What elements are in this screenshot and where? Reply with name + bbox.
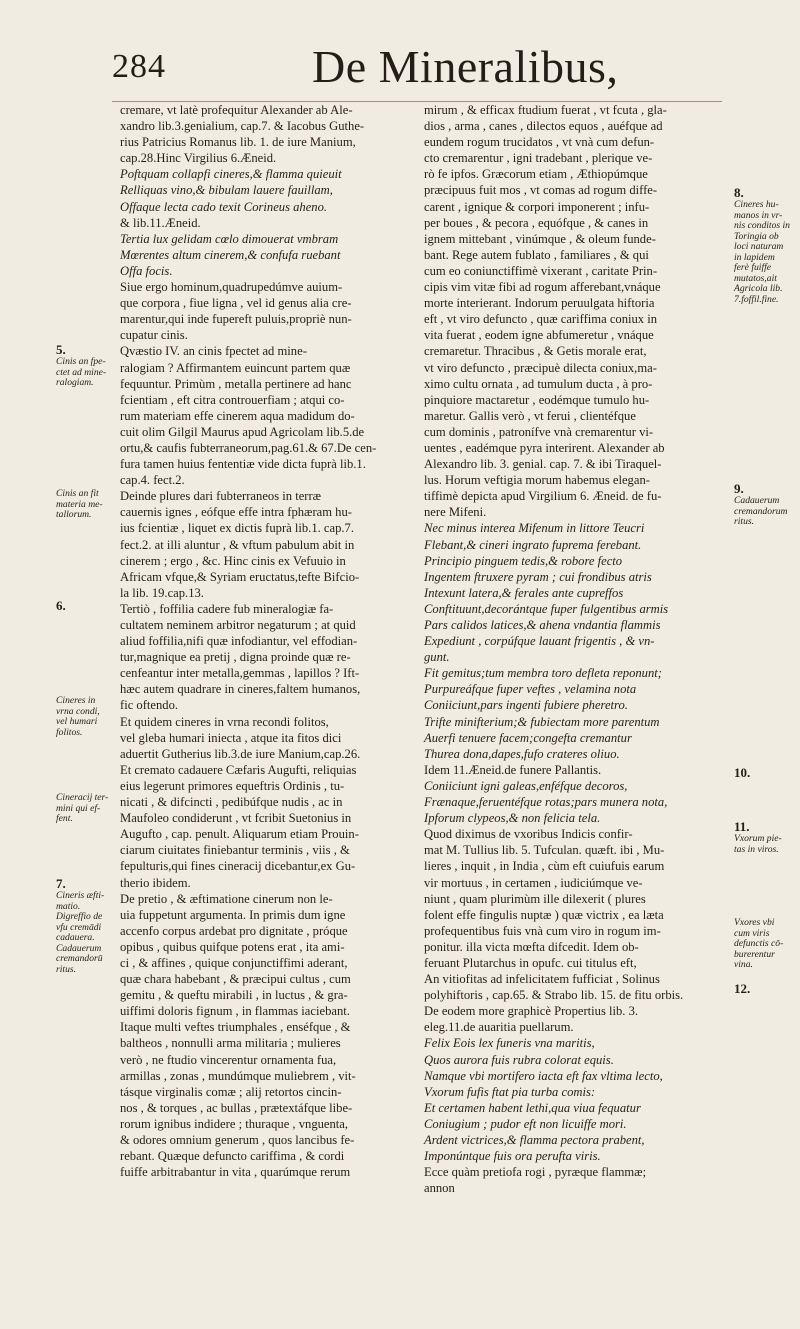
text-line: Offaque lecta cado texit Corineus aheno. [120, 199, 328, 214]
margin-line: vrna condi, [56, 705, 100, 717]
text-line: vel gleba humari iniecta , atque ita fitos dici [120, 730, 342, 745]
text-line: Purpureáfque fuper veftes , velamina nota [424, 682, 637, 697]
margin-line: fent. [56, 813, 73, 824]
text-line: lus. Horum veftigia morum habemus elegan- [424, 473, 650, 488]
text-line: xandro lib.3.genialium, cap.7. & Iacobus Guthe- [120, 119, 365, 134]
text-line: rebant. Quæque defuncto cariffima , & cordi [120, 1149, 345, 1164]
text-line: An vitiofitas ad infelicitatem fufficiat , Solinus [424, 972, 660, 987]
section-number: 7. [56, 876, 66, 891]
margin-line: vel humari [56, 716, 98, 727]
margin-note [734, 820, 782, 855]
margin-line: in lapidem [734, 251, 775, 263]
text-line: Qvæstio IV. an cinis fpectet ad mine- [120, 344, 307, 359]
margin-note [734, 918, 783, 971]
text-line: dios , arma , canes , dilectos equos , auéfque ad [424, 119, 663, 134]
margin-line: tallorum. [56, 509, 92, 520]
margin-line: Cinis an fit [56, 488, 99, 499]
text-line: Mœrentes altum cinerem,& confufa ruebant [120, 247, 341, 262]
text-line: gunt. [424, 650, 450, 665]
text-line: cultatem neminem arbitror negaturum ; at quid [120, 618, 356, 632]
text-line: Ingentem ftruxere pyram ; cui frondibus atris [424, 569, 652, 584]
text-line: cupatur cinis. [120, 328, 188, 343]
text-line: Felix Eois lex funeris vna maritis, [424, 1036, 595, 1051]
margin-line: mutatos,ait [734, 272, 777, 284]
text-line: nos , & torques , ac bullas , prætextáfque libe- [120, 1100, 353, 1115]
text-line: nere Mifeni. [424, 505, 487, 520]
text-line: eleg.11.de auaritia puellarum. [424, 1020, 574, 1035]
text-line: pinquiore mactaretur , eodémque tumulo hu- [424, 392, 650, 407]
margin-line: vina. [734, 959, 753, 970]
text-line: eundem rogum trucidatos , vt vnà cum defun- [424, 135, 655, 150]
text-line: Tertia lux gelidam cœlo dimouerat vmbram [120, 231, 339, 246]
margin-line: ritus. [56, 963, 76, 975]
text-line: cinerem ; ergo , &c. Hinc cinis ex Vefuuio in [120, 553, 346, 568]
text-line: fura tamen huius fententiæ vide dicta fuprà lib.1. [120, 457, 366, 472]
margin-line: ferè fuiffe [734, 262, 772, 273]
text-line: fect.2. at illi aluntur , & vftum pabulum abit in [120, 537, 355, 552]
margin-note [56, 343, 106, 389]
right-column [424, 102, 722, 1196]
text-line: Auerfi tenuere facem;congefta cremantur [424, 730, 632, 745]
margin-line: cum viris [734, 927, 770, 939]
text-line: cenfeantur inter metalla,gemmas , lapillos ? Ift- [120, 666, 360, 681]
text-line: cum eo coniunctiffimè vixerant , caritate Prin- [424, 263, 658, 278]
section-number: 12. [734, 981, 751, 996]
text-line: ius fcientiæ , liquet ex dictis fuprà lib.1. cap.7. [120, 521, 354, 536]
text-line: Maufoleo condiderunt , vt fcribit Suetonius in [120, 811, 352, 826]
text-line: per boues , & pecora , equófque , & canes in [424, 215, 649, 230]
text-line: quæ chara habebant , & præcipui cultus , cum [120, 972, 351, 987]
text-line: ignem mittebant , vinúmque , & oleum funde- [424, 231, 656, 246]
text-line: uiffimi doloris fignum , in flammas iaciebant. [120, 1004, 350, 1019]
text-line: De pretio , & æftimatione cinerum non le- [120, 891, 333, 906]
margin-line: nis conditos in [734, 220, 790, 231]
text-line: Relliquas vino,& bibulam lauere fauillam, [120, 183, 333, 198]
text-line: cremare, vt latè profequitur Alexander ab Ale- [120, 103, 353, 117]
text-line: Fit gemitus;tum membra toro defleta reponunt; [424, 666, 662, 681]
margin-line: cadauera. [56, 932, 95, 943]
text-line: que corpora , fiue ligna , vel id genus alia cre- [120, 296, 352, 311]
text-line: Tertiò , foffilia cadere fub mineralogiæ fa- [120, 601, 334, 616]
text-line: aliud foffilia,nifi quæ infodiantur, vel effodian- [120, 634, 358, 649]
margin-line: Cineres hu- [734, 199, 779, 210]
text-line: eius legerunt primores equeftris Ordinis , tu- [120, 778, 345, 793]
margin-line: defunctis cō- [734, 938, 784, 949]
text-line: rius Patricius Romanus lib. 1. de iure Manium, [120, 135, 356, 150]
margin-note [56, 696, 100, 738]
text-line: morte interierant. Indorum peruulgata hiftoria [424, 296, 655, 311]
text-line: la lib. 19.cap.13. [120, 585, 204, 600]
text-line: Thurea dona,dapes,fufo crateres oliuo. [424, 746, 620, 761]
text-line: fepulturis,qui fines cineracij dicebantur,ex Gu- [120, 859, 356, 874]
section-number: 5. [56, 342, 66, 357]
text-line: Principio pinguem tedis,& robore fecto [424, 553, 623, 568]
text-line: verò , ne ftudio vincerentur ornamenta fua, [120, 1052, 337, 1067]
text-line: Namque vbi mortifero iacta eft fax vltima lecto, [424, 1068, 663, 1083]
text-line: & odores omnium generum , quos lancibus fe- [120, 1133, 355, 1147]
text-line: Quos aurora fuis rubra colorat equis. [424, 1052, 614, 1067]
text-line: accenfo corpus ardebat pro dignitate , próque [120, 923, 348, 938]
text-line: Itaque multi veftes triumphales , enséfque , & [120, 1020, 351, 1035]
margin-line: Cineracij ter- [56, 792, 109, 803]
text-line: Imponúntque fuis ora perufta viris. [424, 1149, 601, 1164]
text-line: tur,magnique ea pretij , digna proinde quæ re- [120, 650, 351, 665]
text-line: vir mortuus , in certamen , iudiciúmque ve- [424, 875, 643, 890]
text-line: Alexandro lib. 3. genial. cap. 7. & ibi Tiraquel- [424, 457, 662, 472]
text-line: cauernis ignes , eófque effe intra fphæram hu- [120, 505, 352, 520]
text-line: Frænaque,feruentéfque rotas;pars munera nota, [424, 795, 668, 810]
margin-line: cremandorū [56, 953, 103, 964]
margin-note [56, 877, 104, 975]
text-line: Intexunt latera,& ferales ante cupreffos [424, 585, 624, 600]
text-line: hæc autem quadrare in cineres,faltem humanos, [120, 682, 361, 697]
section-number: 9. [734, 481, 744, 496]
text-line: ralogiam ? Affirmantem euincunt partem quæ [120, 360, 351, 375]
margin-note [734, 982, 750, 996]
section-number: 6. [56, 598, 66, 613]
text-line: Nec minus interea Mifenum in littore Teucri [424, 521, 645, 536]
text-line: Offa focis. [120, 263, 173, 278]
text-line: uentes , eadémque pyra interirent. Alexander ab [424, 440, 665, 455]
margin-line: matio. [56, 900, 81, 912]
text-line: Siue ergo hominum,quadrupedúmve auium- [120, 280, 343, 295]
text-line: eft , vt viro defuncto , quæ cariffima coniux in [424, 312, 658, 327]
text-line: ximo cultu ornata , ad tumulum ducta , à pro- [424, 376, 653, 391]
section-number: 10. [734, 765, 751, 780]
text-line: Et cremato cadauere Cæfaris Augufti, reliquias [120, 762, 357, 777]
text-line: cum dominis , patronífve vnà cremarentur vi- [424, 424, 654, 439]
margin-line: Toringia ob [734, 230, 779, 242]
margin-note [56, 489, 103, 521]
text-line: uia fuppetunt argumenta. In primis dum igne [120, 907, 346, 922]
text-line: Ecce quàm pretiofa rogi , pyræque flammæ; [424, 1165, 647, 1180]
text-line: Idem 11.Æneid.de funere Pallantis. [424, 762, 602, 777]
text-line: fuiffe arbitrabantur in vita , quarúmque rerum [120, 1165, 351, 1180]
margin-line: ralogiam. [56, 377, 94, 388]
text-line: Conftituunt,decorántque fuper fulgentibus armis [424, 601, 669, 616]
text-line: fcientiam , eft citra controuerfiam ; atqui co- [120, 392, 345, 407]
margin-line: Cadauerum [56, 942, 102, 954]
section-number: 11. [734, 819, 750, 834]
margin-line: loci naturam [734, 241, 784, 252]
text-line: Pars calidos latices,& ahena vndantia flammis [424, 618, 661, 632]
left-column [120, 102, 418, 1180]
text-line: niunt , quam plurimùm ille dilexerit ( plures [424, 891, 646, 906]
text-line: baltheos , nonnulli arma militaria ; mulieres [120, 1036, 341, 1051]
text-line: annon [424, 1181, 455, 1196]
margin-line: ctet ad mine- [56, 366, 107, 378]
text-line: ortu,& caufis fubterraneorum,pag.61.& 67.De cen- [120, 440, 377, 455]
text-line: tiffimè depicta apud Virgilium 6. Æneid. de fu- [424, 489, 662, 504]
margin-line: manos in vr- [734, 209, 783, 221]
text-line: præcipuus fuit mos , vt comas ad rogum diffe- [424, 183, 658, 198]
margin-line: Vxores vbi [734, 917, 775, 928]
text-line: Deinde plures dari fubterraneos in terræ [120, 489, 322, 504]
text-line: ponitur. illa victa mœfta difcedit. Idem ob- [424, 939, 639, 954]
text-line: armillas , zonas , mundúmque muliebrem , vit- [120, 1068, 356, 1083]
margin-note [734, 186, 790, 305]
margin-line: Cadauerum [734, 495, 780, 506]
text-line: mat M. Tullius lib. 5. Tufculan. quæft. ibi , Mu- [424, 843, 665, 858]
margin-line: Agricola lib. [734, 283, 783, 294]
text-line: profequentibus fuis vnà cum viro in rogum im- [424, 923, 661, 938]
text-line: & lib.11.Æneid. [120, 215, 201, 230]
text-line: folent effe fingulis nuptæ ) quæ victrix , ea læta [424, 907, 664, 922]
text-line: lieres , inquit , in India , cùm eft cuiufuis earum [424, 859, 665, 874]
margin-note [56, 599, 66, 613]
text-line: opibus , quibus quifque potens erat , ita ami- [120, 939, 345, 954]
text-line: ciarum ciuitates finiebantur terminis , viis , & [120, 843, 350, 858]
text-line: rorum ignibus indidere ; thuraque , vnguenta, [120, 1116, 349, 1131]
text-line: carent , ignique & corpori imponerent ; infu- [424, 199, 650, 214]
text-line: Augufto , cap. penult. Aliquarum etiam Prouin- [120, 827, 359, 842]
text-line: Coniugium ; pudor eft non licuiffe mori. [424, 1116, 627, 1131]
text-line: Quod diximus de vxoribus Indicis confir- [424, 827, 633, 842]
text-line: bant. Rege autem fublato , familiares , & qui [424, 247, 649, 262]
text-line: Ipforum clypeos,& non felicia tela. [424, 811, 601, 826]
text-line: Coniiciunt igni galeas,enféfque decoros, [424, 778, 628, 793]
text-line: rò fe ipfos. Græcorum etiam , Æthiopúmque [424, 167, 648, 182]
margin-line: 7.foffil.fine. [734, 293, 779, 305]
text-line: cap.28.Hinc Virgilius 6.Æneid. [120, 151, 277, 166]
margin-line: Digreffio de [56, 911, 103, 922]
text-line: cuit olim Gilgil Maurus apud Agricolam lib.5.de [120, 424, 365, 439]
margin-line: burerentur [734, 948, 775, 960]
text-line: ci , & affines , quique conjunctiffimi aderant, [120, 955, 348, 970]
text-line: Et quidem cineres in vrna recondi folitos, [120, 714, 329, 729]
margin-note [734, 482, 787, 528]
section-number: 8. [734, 185, 744, 200]
text-line: fequuntur. Primùm , metalla pertinere ad hanc [120, 376, 352, 391]
text-line: cipis vim vitæ fibi ad rogum afferebant,vnáque [424, 280, 661, 295]
running-head: De Mineralibus, [312, 41, 619, 92]
text-line: Ardent victrices,& flamma pectora prabent, [424, 1133, 645, 1147]
text-line: nicati , & difcincti , pedibúfque nudis , ac in [120, 795, 343, 810]
text-line: marentur,qui inde fupereft puluis,propriè nun- [120, 312, 352, 327]
text-line: vita fuerat , eodem igne abfumeretur , vnáque [424, 328, 654, 343]
page-number: 284 [112, 48, 166, 85]
margin-line: Cineres in [56, 695, 96, 706]
text-line: cap.4. fect.2. [120, 473, 185, 488]
text-line: fic oftendo. [120, 698, 179, 713]
text-line: tásque virginalis comæ ; alij retortos cincin- [120, 1084, 342, 1099]
text-line: feruant Plutarchus in opufc. cui titulus eft, [424, 955, 637, 970]
margin-line: vfu cremādi [56, 921, 102, 933]
text-line: maretur. Gallis verò , vt ferui , clientéfque [424, 408, 636, 423]
margin-note [734, 766, 750, 780]
margin-line: tas in viros. [734, 843, 779, 855]
text-line: rum materiam effe cinerem aqua madidum do- [120, 408, 355, 423]
margin-line: Vxorum pie- [734, 833, 782, 844]
text-line: Vxorum fufis ftat pia turba comis: [424, 1084, 596, 1099]
text-line: De eodem more graphicè Propertius lib. 3. [424, 1004, 639, 1019]
text-line: cto cremarentur , igni tradebant , plerique ve- [424, 151, 653, 166]
text-line: gemitu , & queftu mirabili , in luctus , & gra- [120, 988, 348, 1003]
text-line: Et certamen habent lethi,qua viua fequatur [424, 1100, 641, 1115]
margin-line: Cinis an fpe- [56, 356, 106, 367]
text-line: vt viro defuncto , præcipuè dilecta coniux,ma- [424, 360, 657, 375]
text-line: Coniiciunt,pars ingenti fubiere pheretro. [424, 698, 628, 713]
margin-line: Cineris æfti- [56, 890, 105, 901]
margin-note [56, 793, 108, 825]
text-line: Flebant,& cineri ingrato fuprema ferebant. [424, 537, 642, 552]
margin-line: materia me- [56, 498, 103, 510]
margin-line: ritus. [734, 516, 754, 527]
text-line: Africam vfque,& Syriam eructatus,tefte Bifcio- [120, 569, 360, 584]
text-line: aduertit Gutherius lib.3.de iure Manium,cap.26. [120, 746, 361, 761]
margin-line: mini qui ef- [56, 802, 101, 814]
text-line: mirum , & efficax ftudium fuerat , vt fcuta , gla- [424, 103, 667, 117]
text-line: therio ibidem. [120, 875, 191, 890]
text-line: polyhiftoris , cap.65. & Strabo lib. 15. de fitu orbis. [424, 988, 684, 1003]
text-line: Poftquam collapfi cineres,& flamma quieuit [120, 167, 342, 182]
text-line: cremaretur. Thracibus , & Getis morale erat, [424, 344, 647, 359]
margin-line: cremandorum [734, 505, 788, 517]
text-line: Trifte minifterium;& fubiectam more parentum [424, 714, 660, 729]
margin-line: folitos. [56, 726, 83, 738]
text-line: Expediunt , corpúfque lauant frigentis , & vn- [424, 634, 655, 649]
